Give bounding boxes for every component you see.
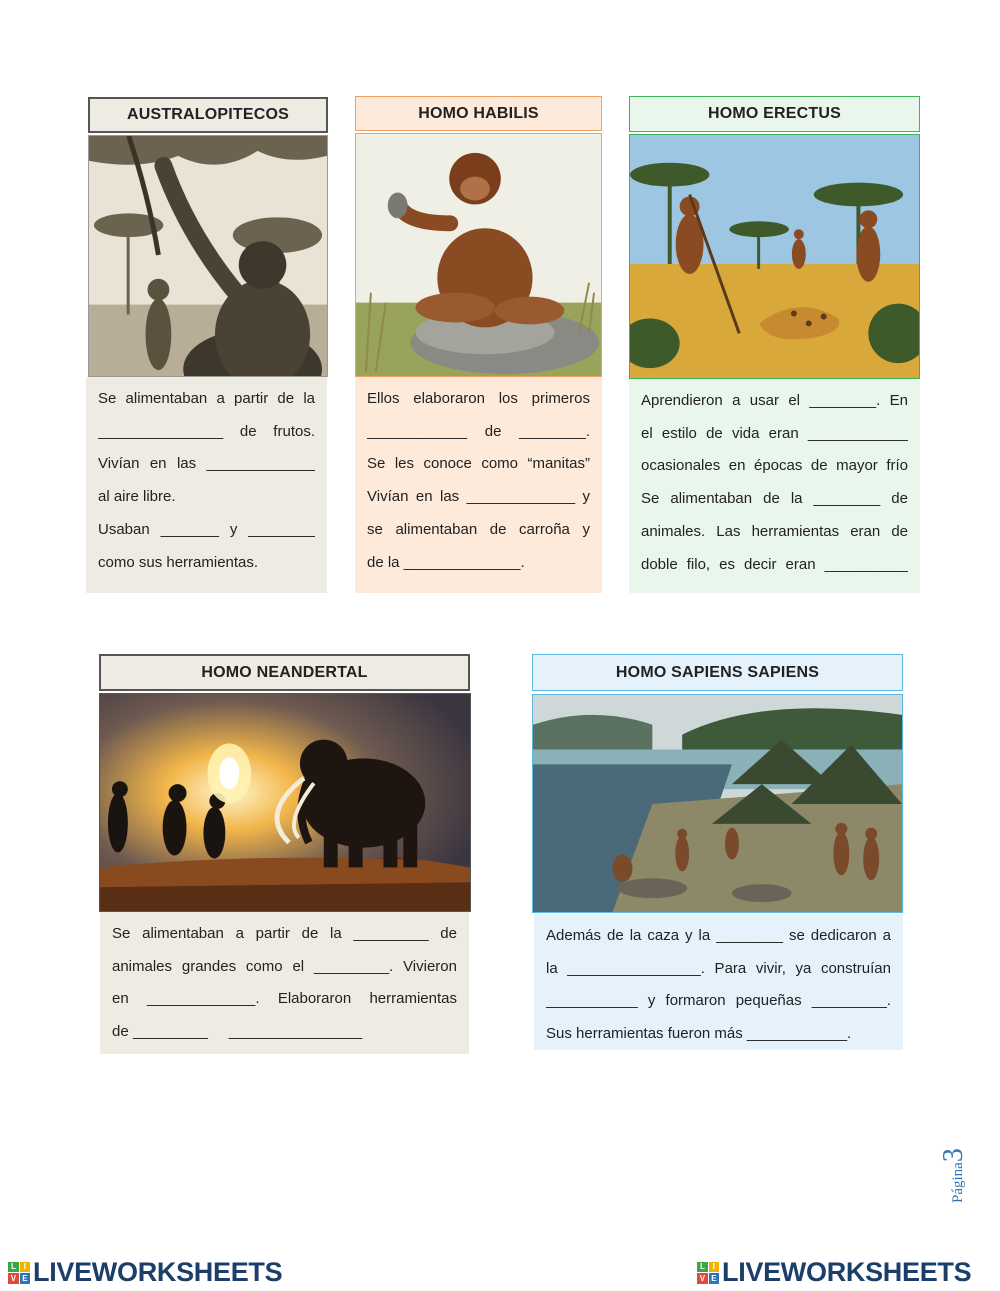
card-text-homo-sapiens-sapiens bbox=[534, 914, 903, 1050]
card-title-text: HOMO HABILIS bbox=[418, 104, 539, 122]
text-line: _______________ de frutos. bbox=[98, 422, 315, 440]
text-line: se alimentaban de carroña y bbox=[367, 520, 590, 538]
card-text-homo-erectus bbox=[629, 379, 920, 593]
text-line: Aprendieron a usar el ________. En bbox=[641, 392, 908, 409]
card-text-homo-habilis bbox=[355, 377, 602, 593]
text-line: de la ______________. bbox=[367, 553, 525, 571]
card-text-australopitecos bbox=[86, 377, 327, 593]
page-label: Página bbox=[950, 1162, 966, 1203]
liveworksheets-logo-icon: L I V E bbox=[697, 1262, 719, 1284]
homo-sapiens-sapiens-image bbox=[532, 694, 903, 913]
page-number-value: 3 bbox=[938, 1148, 969, 1163]
text-line: Usaban _______ y ________ bbox=[98, 520, 315, 538]
text-line: Se alimentaban a partir de la bbox=[98, 390, 315, 407]
text-line: al aire libre. bbox=[98, 488, 176, 506]
text-line: doble filo, es decir eran __________ bbox=[641, 555, 908, 573]
text-line: Se alimentaban a partir de la _________ de bbox=[112, 925, 457, 942]
homo-neandertal-image bbox=[99, 693, 471, 912]
text-line: animales grandes como el _________. Vivieron bbox=[112, 957, 457, 975]
text-line: la ________________. Para vivir, ya construían bbox=[546, 959, 891, 977]
text-line: Vivían en las _____________ bbox=[98, 455, 315, 473]
footer-logo-left[interactable] bbox=[8, 1257, 282, 1288]
page-number bbox=[918, 1125, 978, 1205]
text-line: Se alimentaban de la ________ de bbox=[641, 490, 908, 508]
card-text-homo-neandertal bbox=[100, 912, 469, 1054]
text-line: Sus herramientas fueron más ____________. bbox=[546, 1025, 852, 1043]
card-title-homo-sapiens-sapiens bbox=[532, 654, 903, 691]
card-title-australopitecos bbox=[88, 97, 328, 133]
text-line: ___________ y formaron pequeñas _________. bbox=[546, 992, 891, 1010]
homo-erectus-image bbox=[629, 134, 920, 379]
text-line: como sus herramientas. bbox=[98, 553, 259, 571]
card-title-homo-erectus bbox=[629, 96, 920, 132]
text-line: Además de la caza y la ________ se dedicaron a bbox=[546, 927, 891, 944]
card-title-homo-neandertal bbox=[99, 654, 470, 691]
text-line: el estilo de vida eran ____________ bbox=[641, 424, 908, 442]
brand-name: LIVEWORKSHEETS bbox=[722, 1257, 972, 1287]
text-line: Ellos elaboraron los primeros bbox=[367, 390, 590, 407]
brand-name: LIVEWORKSHEETS bbox=[33, 1257, 283, 1287]
text-line: en _____________. Elaboraron herramientas bbox=[112, 990, 457, 1008]
liveworksheets-logo-icon: L I V E bbox=[8, 1262, 30, 1284]
text-line: animales. Las herramientas eran de bbox=[641, 522, 908, 540]
footer-logo-right[interactable] bbox=[697, 1257, 971, 1288]
homo-habilis-image bbox=[355, 133, 602, 377]
card-title-text: HOMO ERECTUS bbox=[707, 105, 842, 122]
text-line: ocasionales en épocas de mayor frío bbox=[641, 457, 908, 475]
text-line: de _________ ________________ bbox=[112, 1023, 363, 1041]
australopitecos-image bbox=[88, 135, 328, 377]
text-line: ____________ de ________. bbox=[367, 422, 590, 440]
card-title-text: HOMO NEANDERTAL bbox=[201, 663, 368, 681]
card-title-homo-habilis bbox=[355, 96, 602, 131]
card-title-text: HOMO SAPIENS SAPIENS bbox=[615, 663, 820, 681]
card-title-text: AUSTRALOPITECOS bbox=[126, 106, 290, 123]
text-line: Se les conoce como “manitas” bbox=[367, 455, 590, 473]
text-line: Vivían en las _____________ y bbox=[367, 488, 590, 506]
